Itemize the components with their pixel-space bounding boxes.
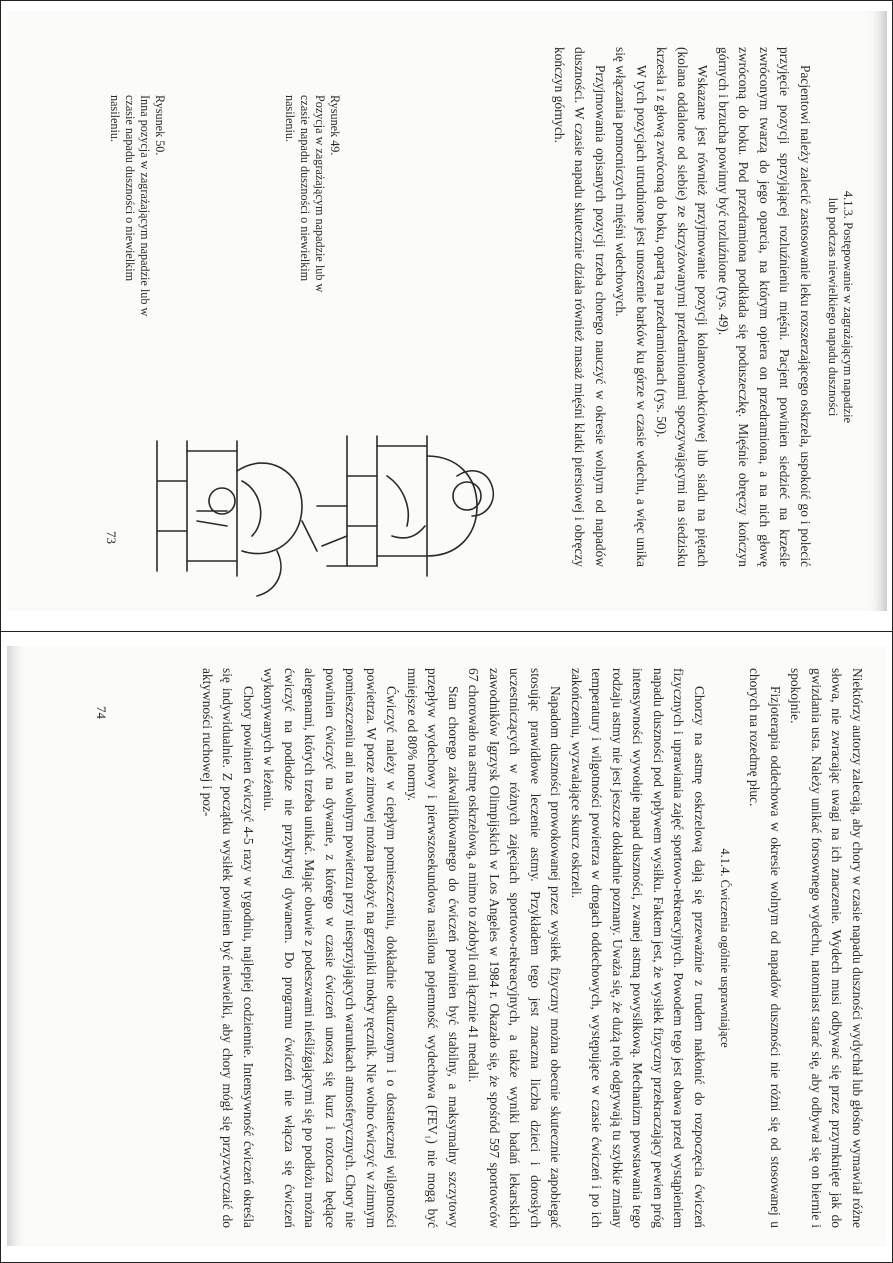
figure-49-caption-text: Pozycja w zagrażającym napadzie lub w czasie napadu duszności o niewielkim nasileniu.: [283, 95, 327, 293]
figure-49-drawing: [307, 416, 507, 611]
figure-50-caption-title: Rysunek 50.: [153, 95, 167, 156]
section-heading-4-1-4: 4.1.4. Ćwiczenia ogólnie usprawniające: [718, 848, 732, 1048]
figure-50-caption: [107, 95, 167, 325]
heading-line-1: 4.1.3. Postępowanie w zagrażającym napadzie: [841, 190, 855, 424]
paragraph: Chory powinien ćwiczyć 4-5 razy w tygodniu, najlepiej codziennie. Intensywność ćwiczeń określa się indywidualnie. Z początku wysiłek powinien być niewielki, aby chory mógł się przyzwyczaić do aktywności ruchowej i poz-: [200, 668, 256, 1228]
paragraph: Chorzy na astmę oskrzelową dają się przeważnie z trudem nakłonić do rozpoczęcia ćwiczeń fizycznych i uprawiania zajęć sportowo-rekreacyjnych. Powodem tego jest obawa przed wystąpieniem napadu duszności pod wpływem wysiłku. Faktem jest, że wysiłek fizyczny przekraczający pewien próg intensywności wywołuje napad duszności, zwanej astmą powysiłkową. Mechanizm powstawania tego rodzaju astmy nie jest jeszcze dokładnie poznany. Uważa się, że dużą rolę odgrywają tu szybkie zmiany temperatury i wilgotności powietrza w drogach oddechowych, występujące w czasie ćwiczeń i po ich zakończeniu, wyzwalające skurcz oskrzeli.: [569, 668, 707, 1228]
page-74-text-frame: [107, 668, 867, 1228]
paragraph: Fizjoterapia oddechowa w okresie wolnym od napadów duszności nie różni się od stosowanej u chorych na rozedmę płuc.: [747, 668, 783, 1228]
paragraph: Pacjentowi należy zalecić zastosowanie leku rozszerzającego oskrzela, uspokoić go i polecić przyjęcie pozycji sprzyjającej rozluźnieniu mięśni. Pacjent powinien siedzieć na krześle zwróconym twarzą do jego oparcia, na którym opiera on przedramiona, a na nich głowę zwróconą do boku. Pod przedramiona podkłada się poduszeczkę. Mięśnie obręczy kończyn górnych i brzucha powinny być rozluźnione (rys. 49).: [716, 47, 813, 567]
paragraph: Wskazane jest również przyjmowanie pozycji kolanowo-łokciowej lub siadu na piętach (kolana oddalone od siebie) ze skrzyżowanymi przedramionami spoczywającymi na siedzisku krzesła i z głową zwróconą do boku, opartą na przedramionach (rys. 50).: [654, 47, 711, 567]
paragraph: Ćwiczyć należy w ciepłym pomieszczeniu, dokładnie odkurzonym i o dostatecznej wilgotności powietrza. W porze zimowej można położyć na grzejniki mokry ręcznik. Nie wolno ćwiczyć w zimnym pomieszczeniu ani na wolnym powietrzu przy niesprzyjających warunkach atmosferycznych. Chory nie powinien ćwiczyć na dywanie, z którego w czasie ćwiczeń unoszą się kurz i roztocza będące alergenami, których trzeba unikać. Mając obuwie z podeszwami nieśliźgającymi się po podłożu można ćwiczyć na podłodze nie przykrytej dywanem. Do programu ćwiczeń nie włącza się ćwiczeń wykonywanych w leżeniu.: [261, 668, 400, 1228]
figure-50-drawing: [127, 411, 327, 611]
figure-49-caption-title: Rysunek 49.: [328, 95, 342, 156]
heading-line-2: lub podczas niewielkiego napadu duszności: [826, 197, 840, 417]
page-number-74: 74: [94, 706, 109, 719]
paragraph: Stan chorego zakwalifikowanego do ćwiczeń powinien być stabilny, a maksymalny szczytowy przepływ wydechowy i pierwszosekundowa nasilona pojemność wydechowa (FEV₁) nie mogą być mniejsze od 80% normy.: [405, 668, 461, 1228]
book-page-73: [7, 11, 887, 611]
figure-50-caption-text: Inna pozycja w zagrażającym napadzie lub w czasie napadu duszności o niewielkim nasileniu.: [108, 95, 152, 317]
book-page-74: [7, 646, 887, 1246]
page-number-73: 73: [104, 531, 119, 544]
figure-49-caption: [282, 95, 342, 325]
scan-sheet-bottom: [0, 631, 893, 1263]
paragraph: Niektórzy autorzy zalecają, aby chory w czasie napadu duszności wydychał lub głośno wymawiał różne słowa, nie zwracając uwagi na ich znaczenie. Wydech musi odbywać się przez przymknięte jak do gwizdania usta. Należy unikać forsownego wydechu, natomiast starać się, aby odbywał się on biernie i spokojnie.: [788, 668, 865, 1228]
paragraph: Napadom duszności prowokowanej przez wysiłek fizyczny można obecnie skutecznie zapobiegać stosując prawidłowe leczenie astmy. Przykładem tego jest znaczna liczba dzieci i dorosłych uczestniczących w różnych zajęciach sportowo-rekreacyjnych, a także wyniki badań lekarskich zawodników Igrzysk Olimpijskich w Los Angeles w 1984 r. Okazało się, że spośród 597 sportowców 67 chorowało na astmę oskrzelową, a mimo to zdobyli oni łącznie 41 medali.: [466, 668, 564, 1228]
paragraph: W tych pozycjach utrudnione jest unoszenie barków ku górze w czasie wdechu, a więc unika się włączania pomocniczych mięśni wdechowych.: [613, 47, 649, 567]
paragraph: Przyjmowania opisanych pozycji trzeba chorego nauczyć w okresie wolnym od napadów duszności. W czasie napadu skutecznie działa również masaż mięśni klatki piersiowej i obręczy kończyn górnych.: [552, 47, 608, 567]
section-heading-4-1-3: [825, 47, 855, 567]
